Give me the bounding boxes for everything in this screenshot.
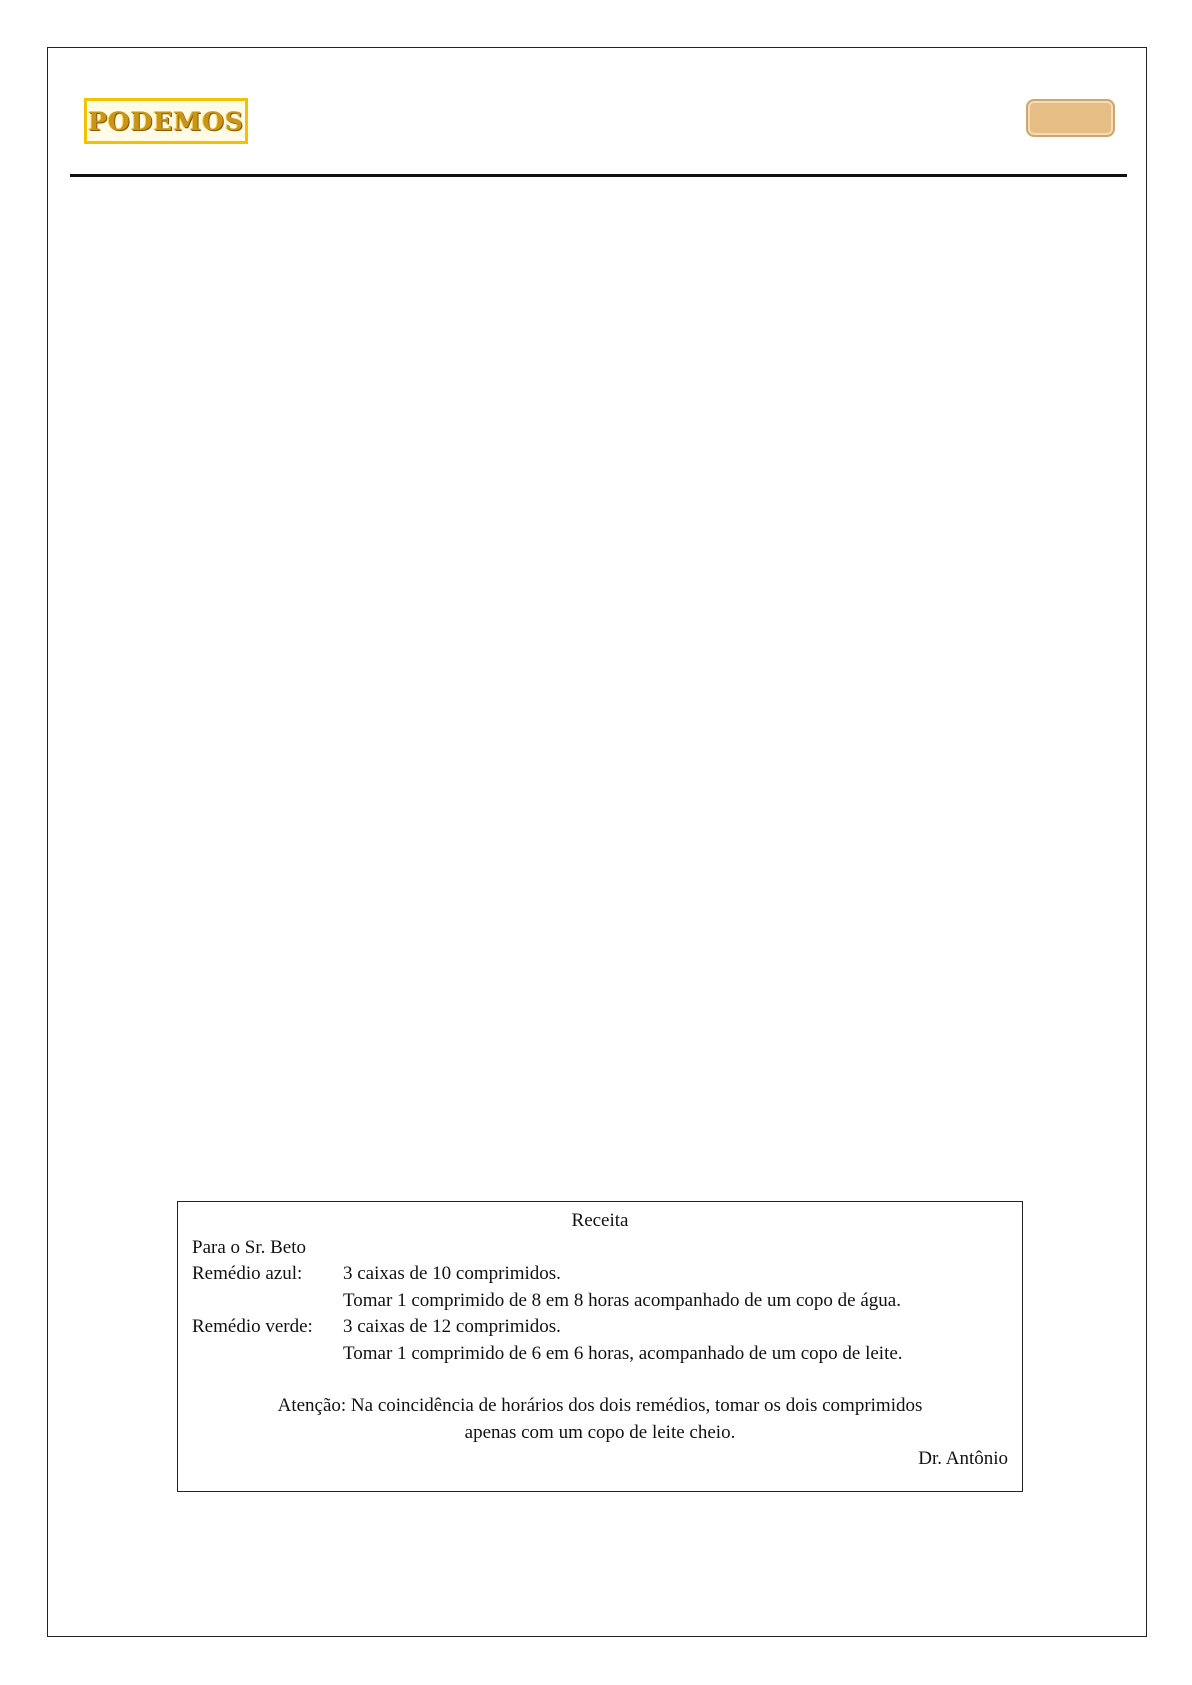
medicine-blue-instruction: Tomar 1 comprimido de 8 em 8 horas acompanhado de um copo de água.	[343, 1289, 901, 1311]
medicine-green-quantity: 3 caixas de 12 comprimidos.	[343, 1316, 561, 1337]
attention-note-line-1: Atenção: Na coincidência de horários dos dois remédios, tomar os dois comprimidos	[277, 1395, 923, 1416]
medicine-green-label: Remédio verde:	[192, 1316, 313, 1337]
medicine-blue-quantity: 3 caixas de 10 comprimidos.	[343, 1263, 561, 1284]
doctor-signature: Dr. Antônio	[918, 1448, 1008, 1469]
attention-note-line-2: apenas com um copo de leite cheio.	[464, 1421, 736, 1443]
podemos-logo	[84, 98, 248, 144]
prescription-title: Receita	[571, 1210, 629, 1231]
header-divider	[70, 174, 1127, 177]
prescription-recipient: Para o Sr. Beto	[192, 1236, 306, 1258]
medicine-green-row	[192, 1314, 1008, 1341]
medicine-blue-row	[192, 1261, 1008, 1288]
page-tag-badge	[1026, 99, 1115, 137]
logo-text: PODEMOS	[88, 106, 244, 136]
medicine-green-instruction: Tomar 1 comprimido de 6 em 6 horas, acompanhado de um copo de leite.	[343, 1342, 903, 1364]
prescription-box	[177, 1201, 1023, 1492]
spacer	[192, 1367, 1008, 1393]
medicine-blue-label: Remédio azul:	[192, 1263, 303, 1284]
